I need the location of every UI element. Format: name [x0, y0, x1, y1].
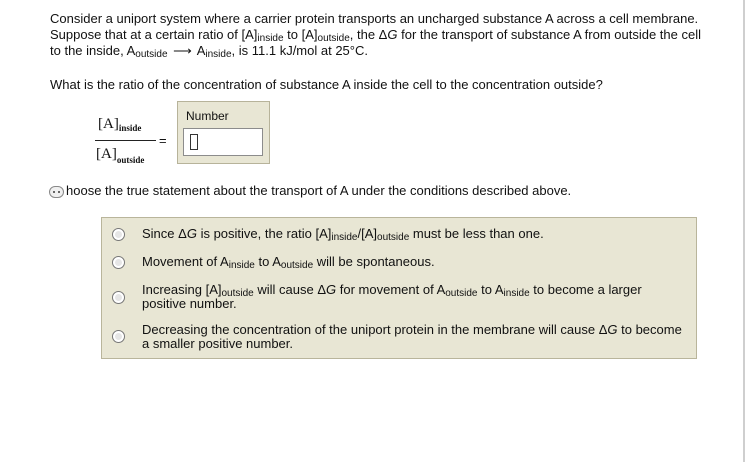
choose-statement-prompt: hoose the true statement about the transport of A under the conditions described above. [66, 183, 572, 198]
number-answer-box [177, 101, 270, 164]
concentration-ratio [90, 113, 170, 165]
option-4-label: Decreasing the concentration of the uniport protein in the membrane will cause ΔG to become a smaller positive number. [142, 322, 682, 351]
question-prompt: What is the ratio of the concentration of substance A inside the cell to the concentration outside? [50, 77, 603, 92]
answer-options-panel [101, 217, 697, 359]
option-2-radio[interactable] [112, 256, 125, 269]
equals-sign: = [159, 133, 167, 148]
option-4-radio[interactable] [112, 330, 125, 343]
ratio-numerator: $[A]_{inside}$ [98, 116, 142, 133]
option-1-label: Since ΔG is positive, the ratio $[A]_{inside}/[A]_{outside}$ must be less than one. [142, 226, 544, 243]
reaction-arrow-icon: ⟶ [173, 43, 192, 58]
number-label: Number [186, 109, 229, 123]
option-1-radio[interactable] [112, 228, 125, 241]
number-input[interactable] [183, 128, 263, 156]
option-3-radio[interactable] [112, 291, 125, 304]
option-2-label: Movement of $A_{inside}$ to $A_{outside}$ will be spontaneous. [142, 254, 435, 271]
comment-icon[interactable] [49, 186, 64, 198]
text-cursor [190, 134, 198, 150]
question-paragraph: Consider a uniport system where a carrier protein transports an uncharged substance A across a cell membrane. Suppose that at a certain ratio of $[A]_{inside}$ to $[A]_{outside}$, the ΔG for the transport of substance A from outside the cell to the inside, $A_{outside}$ ⟶ $A_{inside}$, is 11.1 kJ/mol at 25°C. [50, 11, 701, 60]
option-3-label: Increasing $[A]_{outside}$ will cause ΔG for movement of $A_{outside}$ to $A_{inside}$ to become a larger positive number. [142, 282, 642, 311]
ratio-denominator: $[A]_{outside}$ [96, 146, 145, 165]
fraction-bar [95, 140, 156, 141]
